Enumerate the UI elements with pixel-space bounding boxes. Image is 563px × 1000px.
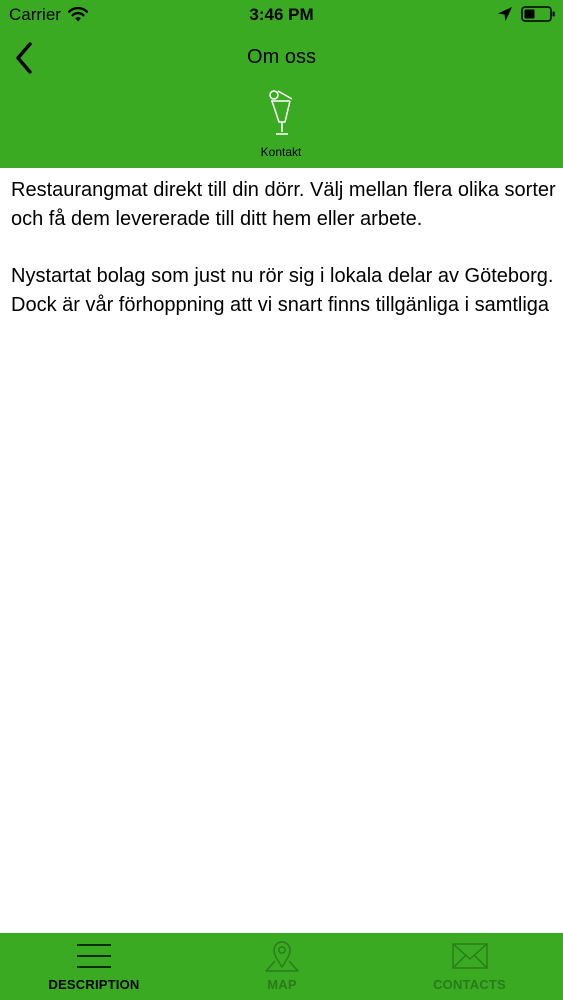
about-content xyxy=(11,176,556,348)
map-pin-icon xyxy=(264,939,300,973)
kontakt-tab[interactable] xyxy=(241,86,321,164)
app-header xyxy=(0,0,563,168)
tab-description-label: DESCRIPTION xyxy=(48,977,140,992)
page-title: Om oss xyxy=(247,46,316,68)
carrier-label: Carrier xyxy=(9,5,61,24)
about-paragraph: Nystartat bolag som just nu rör sig i lokala delar av Göteborg. Dock är vår förhoppning att vi snart finns tillgänliga i samtliga xyxy=(11,265,554,316)
menu-lines-icon xyxy=(76,939,112,973)
tab-contacts[interactable] xyxy=(376,933,563,1000)
envelope-icon xyxy=(452,939,488,973)
kontakt-label: Kontakt xyxy=(260,145,302,159)
tab-map-label: MAP xyxy=(267,977,297,992)
location-arrow-icon xyxy=(497,6,513,22)
about-paragraph: Restaurangmat direkt till din dörr. Välj mellan flera olika sorter och få dem levererade till ditt hem eller arbete. xyxy=(11,179,556,230)
status-time: 3:46 PM xyxy=(249,5,314,24)
bottom-tab-bar xyxy=(0,933,563,1000)
tab-map[interactable] xyxy=(188,933,376,1000)
tab-description[interactable] xyxy=(0,933,188,1000)
status-bar xyxy=(0,0,563,30)
cocktail-glass-icon xyxy=(268,88,294,138)
tab-contacts-label: CONTACTS xyxy=(433,977,506,992)
battery-icon xyxy=(521,5,556,23)
